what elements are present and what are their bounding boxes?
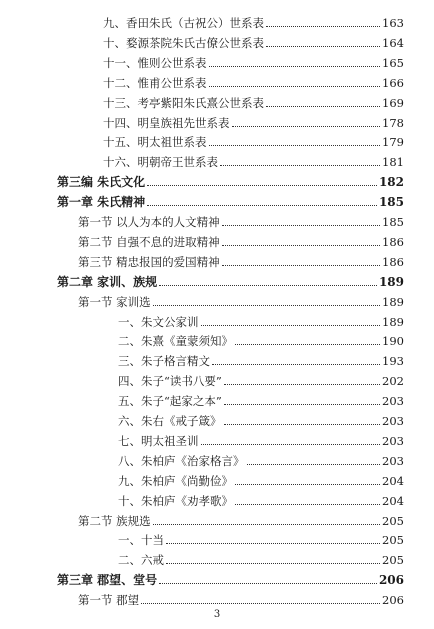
toc-entry-title: 第二节 族规选: [78, 513, 151, 528]
toc-entry-page: 182: [378, 175, 404, 190]
dot-leader: [201, 325, 381, 326]
dot-leader: [266, 26, 380, 27]
toc-entry-title: 四、朱子“读书八要”: [118, 374, 222, 389]
toc-entry-title: 二、朱熹《童蒙须知》: [118, 334, 233, 349]
toc-entry: [103, 92, 404, 110]
dot-leader: [201, 444, 381, 445]
toc-entry-page: 164: [382, 35, 404, 50]
toc-entry: [118, 430, 404, 448]
toc-part-heading: [57, 171, 404, 189]
toc-entry-title: 八、朱柏庐《治家格言》: [118, 453, 245, 468]
toc-entry-page: 203: [382, 394, 404, 409]
toc-entry-page: 163: [382, 16, 404, 30]
dot-leader: [266, 46, 380, 47]
dot-leader: [159, 285, 377, 286]
toc-entry-title: 六、朱右《戒子箴》: [118, 414, 222, 428]
toc-entry-page: 189: [382, 314, 404, 329]
toc-entry-title: 三、朱子格言精文: [118, 354, 210, 369]
dot-leader: [209, 86, 381, 87]
toc-entry: [118, 350, 404, 368]
toc-entry-page: 205: [382, 513, 404, 528]
toc-entry-title: 第一节 家训选: [78, 294, 151, 309]
dot-leader: [166, 543, 380, 544]
toc-entry-page: 203: [382, 414, 404, 428]
toc-entry: [103, 52, 404, 70]
dot-leader: [153, 305, 380, 306]
toc-entry-page: 178: [382, 115, 404, 130]
dot-leader: [166, 563, 380, 564]
toc-entry-page: 165: [382, 55, 404, 70]
toc-entry-page: 204: [382, 493, 404, 508]
toc-entry: [103, 131, 404, 149]
toc-entry-title: 十六、明朝帝王世系表: [103, 155, 218, 170]
dot-leader: [224, 424, 381, 425]
toc-entry-page: 190: [382, 334, 404, 349]
toc-entry-page: 166: [382, 75, 404, 90]
toc-entry-title: 第三章 郡望、堂号: [57, 573, 158, 588]
dot-leader: [209, 66, 381, 67]
dot-leader: [222, 265, 380, 266]
toc-entry: [118, 490, 404, 508]
toc-section: [78, 510, 404, 528]
toc-entry-page: 203: [382, 433, 404, 448]
toc-entry-page: 205: [382, 553, 404, 568]
dot-leader: [159, 583, 377, 584]
toc-entry-page: 203: [382, 453, 404, 468]
dot-leader: [222, 225, 380, 226]
toc-entry: [118, 549, 404, 567]
toc-entry-page: 189: [382, 294, 404, 309]
dot-leader: [209, 145, 381, 146]
toc-entry-title: 五、朱子“起家之本”: [118, 394, 222, 409]
toc-entry-title: 第一节 以人为本的人文精神: [78, 215, 220, 229]
dot-leader: [235, 504, 380, 505]
toc-entry: [103, 112, 404, 130]
dot-leader: [266, 106, 380, 107]
page-number: 3: [213, 609, 221, 620]
dot-leader: [224, 404, 380, 405]
toc-section: [78, 251, 404, 269]
toc-entry: [118, 450, 404, 468]
toc-section: [78, 211, 404, 229]
toc-entry-title: 十、朱柏庐《劝孝歌》: [118, 493, 233, 508]
toc-entry-title: 第三节 精忠报国的爱国精神: [78, 254, 220, 269]
dot-leader: [232, 126, 381, 127]
toc-entry-page: 169: [382, 95, 404, 110]
toc-entry: [118, 330, 404, 348]
toc-entry: [118, 529, 404, 547]
toc-entry-page: 185: [378, 195, 404, 210]
dot-leader: [147, 205, 377, 206]
toc-entry-page: 193: [382, 354, 404, 369]
toc-entry: [118, 311, 404, 329]
toc-entry-page: 185: [382, 215, 404, 229]
toc-entry: [103, 12, 404, 30]
toc-entry-page: 206: [378, 573, 404, 588]
toc-entry-title: 七、明太祖圣训: [118, 433, 199, 448]
toc-entry: [103, 151, 404, 169]
toc-entry: [118, 390, 404, 408]
toc-entry-title: 十五、明太祖世系表: [103, 135, 207, 150]
toc-entry-page: 186: [382, 234, 404, 249]
dot-leader: [247, 464, 381, 465]
toc-entry-title: 十、婺源茶院朱氏古僚公世系表: [103, 35, 264, 50]
dot-leader: [235, 344, 380, 345]
dot-leader: [141, 603, 380, 604]
toc-entry: [118, 410, 404, 428]
toc-chapter-heading: [57, 191, 404, 209]
toc-entry-page: 202: [382, 374, 404, 389]
toc-entry-title: 第三编 朱氏文化: [57, 175, 146, 190]
toc-entry-page: 204: [382, 473, 404, 488]
toc-entry-title: 二、六戒: [118, 553, 164, 568]
dot-leader: [224, 384, 380, 385]
toc-entry: [118, 370, 404, 388]
toc-entry-page: 181: [382, 155, 404, 170]
toc-entry-page: 186: [382, 254, 404, 269]
toc-entry-title: 十一、惟则公世系表: [103, 55, 207, 70]
dot-leader: [147, 185, 377, 186]
toc-entry-title: 十四、明皇族祖先世系表: [103, 115, 230, 130]
toc-entry-title: 第一章 朱氏精神: [57, 195, 146, 210]
toc-entry: [103, 32, 404, 50]
dot-leader: [222, 245, 380, 246]
toc-chapter-heading: [57, 271, 404, 289]
dot-leader: [220, 165, 380, 166]
toc-entry-title: 十三、考亭紫阳朱氏熹公世系表: [103, 95, 264, 110]
dot-leader: [212, 364, 380, 365]
toc-entry-page: 179: [382, 135, 404, 150]
toc-entry: [118, 470, 404, 488]
toc-entry-title: 第二节 自强不息的进取精神: [78, 234, 220, 249]
toc-entry-title: 九、朱柏庐《尚勤俭》: [118, 473, 233, 488]
toc-entry-title: 一、朱文公家训: [118, 314, 199, 329]
toc-entry-page: 206: [382, 593, 404, 608]
toc-entry-title: 十二、惟甫公世系表: [103, 75, 207, 90]
toc-entry-title: 一、十当: [118, 533, 164, 548]
toc-chapter-heading: [57, 569, 404, 587]
toc-entry: [103, 72, 404, 90]
toc-entry-title: 第一节 郡望: [78, 593, 140, 608]
toc-section: [78, 231, 404, 249]
toc-entry-title: 九、香田朱氏（古祝公）世系表: [103, 16, 264, 30]
toc-section: [78, 589, 404, 607]
toc-entry-page: 189: [378, 274, 404, 289]
toc-section: [78, 291, 404, 309]
dot-leader: [235, 484, 380, 485]
toc-entry-title: 第二章 家训、族规: [57, 274, 158, 289]
toc-entry-page: 205: [382, 533, 404, 548]
dot-leader: [153, 524, 380, 525]
